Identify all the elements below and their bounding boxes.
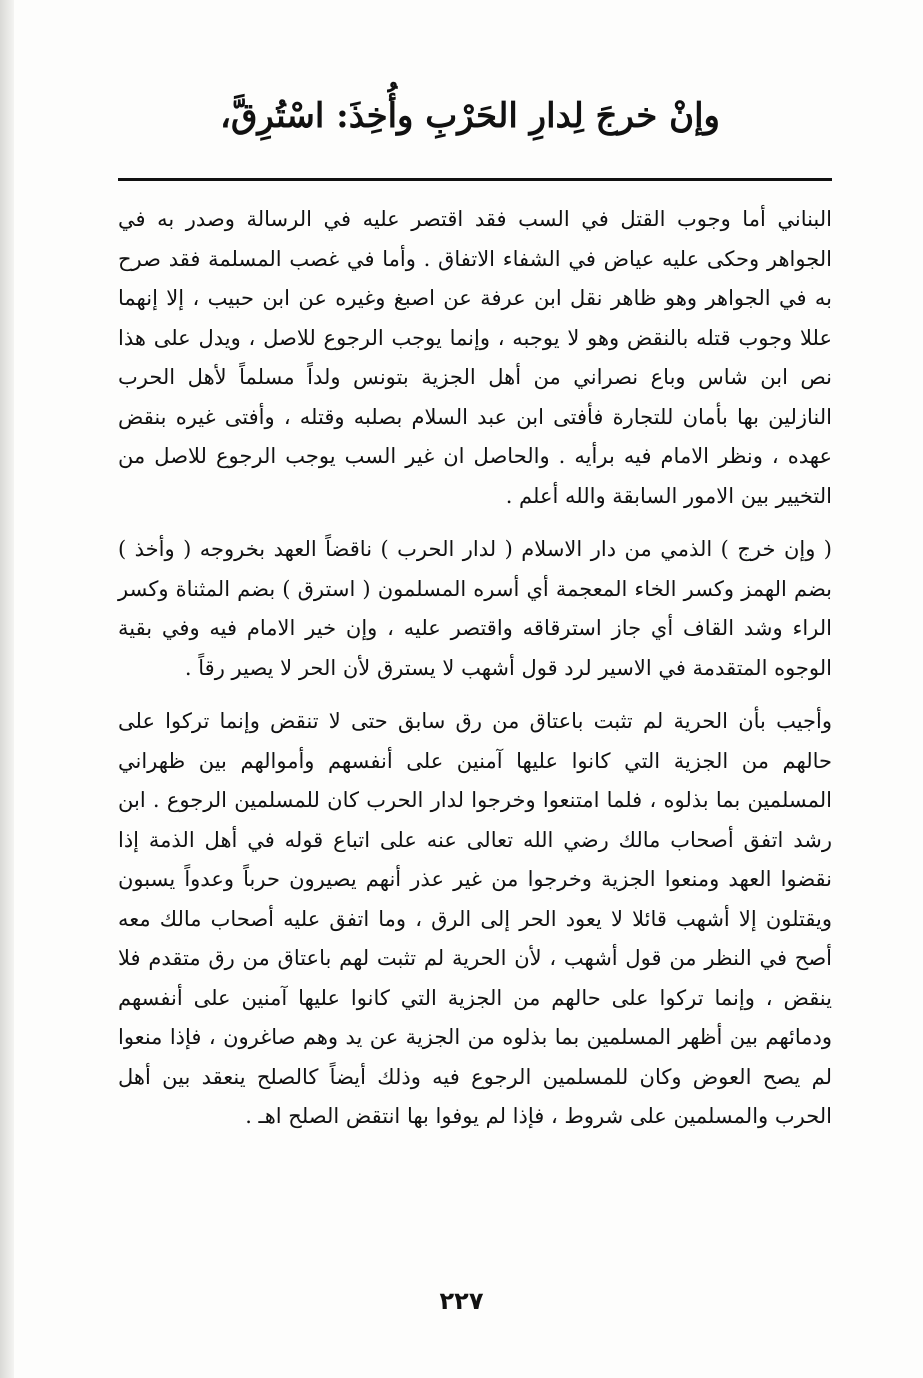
heading-rule (118, 178, 832, 181)
page-heading: وإنْ خرجَ لِدارِ الحَرْبِ وأُخِذَ: اسْتُرِقَّ، (220, 96, 720, 136)
paragraph-matn: ( وإن خرج ) الذمي من دار الاسلام ( لدار الحرب ) ناقضاً العهد بخروجه ( وأخذ ) بضم الهمز وكسر الخاء المعجمة أي أسره المسلمون ( استرق ) بضم المثناة وكسر الراء وشد القاف أي جاز استرقاقه واقتصر عليه ، وإن خير الامام فيه وفي بقية الوجوه المتقدمة في الاسير لرد قول أشهب لا يسترق لأن الحر لا يصير رقاً . (118, 537, 832, 680)
body-text (118, 200, 832, 1137)
scan-edge (0, 0, 14, 1378)
paragraph-response: وأجيب بأن الحرية لم تثبت باعتاق من رق سابق حتى لا تنقض وإنما تركوا على حالهم من الجزية التي كانوا عليها آمنين على أنفسهم وأموالهم بين ظهراني المسلمين بما بذلوه ، فلما امتنعوا وخرجوا لدار الحرب كان للمسلمين الرجوع . ابن رشد اتفق أصحاب مالك رضي الله تعالى عنه على اتباع قوله في أهل الذمة إذا نقضوا العهد ومنعوا الجزية وخرجوا من غير عذر أنهم يصيرون حرباً وعدواً يسبون ويقتلون إلا أشهب قائلا لا يعود الحر إلى الرق ، وما اتفق عليه أصحاب مالك معه أصح في النظر من قول أشهب ، لأن الحرية لم تثبت لهم باعتاق من رق متقدم فلا ينقض ، وإنما تركوا على حالهم من الجزية التي كانوا عليها آمنين على أنفسهم ودمائهم بين أظهر المسلمين بما بذلوه من الجزية عن يد وهم صاغرون ، فإذا منعوا لم يصح العوض وكان للمسلمين الرجوع فيه وذلك أيضاً كالصلح ينعقد بين أهل الحرب والمسلمين على شروط ، فإذا لم يوفوا بها انتقض الصلح اهـ . (118, 709, 832, 1128)
paragraph-commentary: البناني أما وجوب القتل في السب فقد اقتصر عليه في الرسالة وصدر به في الجواهر وحكى عليه عياض في الشفاء الاتفاق . وأما في غصب المسلمة فقد صرح به في الجواهر وهو ظاهر نقل ابن عرفة عن اصبغ وغيره عن ابن حبيب ، إلا إنهما عللا وجوب قتله بالنقض وهو لا يوجبه ، وإنما يوجب الرجوع للاصل ، ويدل على هذا نص ابن شاس وباع نصراني من أهل الجزية بتونس ولداً مسلماً لأهل الحرب النازلين بها بأمان للتجارة فأفتى ابن عبد السلام بصلبه وقتله ، وأفتى غيره بنقض عهده ، ونظر الامام فيه برأيه . والحاصل ان غير السب يوجب الرجوع للاصل من التخيير بين الامور السابقة والله أعلم . (118, 207, 832, 508)
page-number: ٢٢٧ (439, 1287, 484, 1315)
